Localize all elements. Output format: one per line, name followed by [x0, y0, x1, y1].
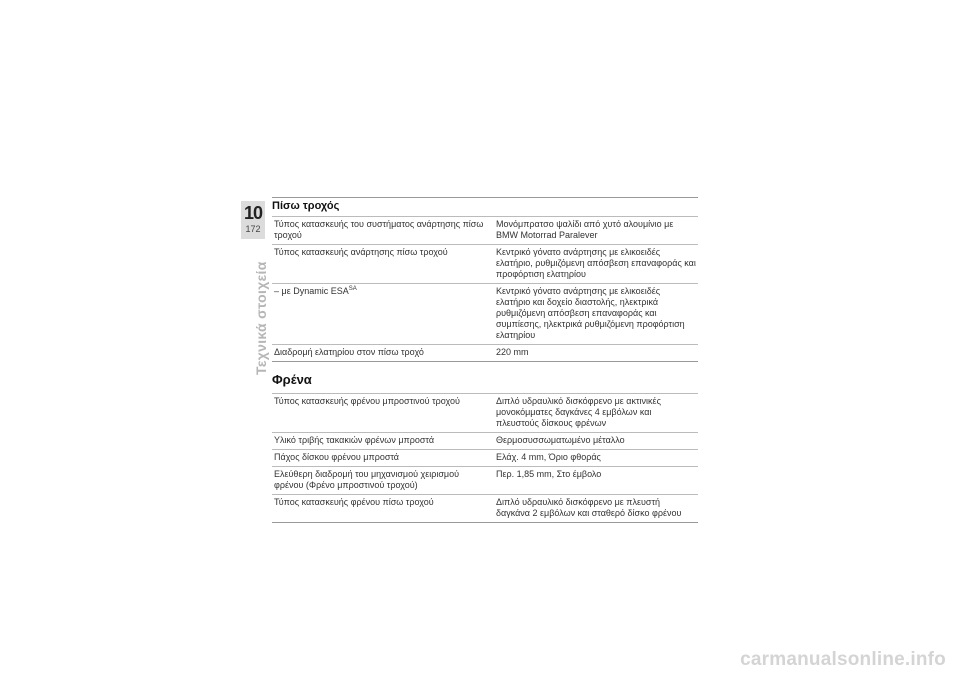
table-row — [272, 345, 698, 362]
spec-value: Κεντρικό γόνατο ανάρτησης με ελικοειδές ελατήριο, ρυθμιζόμενη απόσβεση επαναφοράς και προφόρτιση ελατηρίου — [494, 245, 698, 284]
spec-value: Μονόμπρατσο ψαλίδι από χυτό αλουμίνιο με BMW Motorrad Paralever — [494, 217, 698, 245]
table-row — [272, 217, 698, 245]
spec-key: Διαδρομή ελατηρίου στον πίσω τροχό — [272, 345, 494, 362]
table-row — [272, 433, 698, 450]
section-title-brakes: Φρένα — [272, 372, 312, 387]
spec-value: Διπλό υδραυλικό δισκόφρενο με ακτινικές μονοκόμματες δαγκάνες 4 εμβόλων και πλευστούς δίσκους φρένων — [494, 394, 698, 433]
spec-key: Τύπος κατασκευής φρένου πίσω τροχού — [272, 495, 494, 523]
side-chapter-title — [239, 255, 267, 385]
chapter-badge — [241, 201, 265, 239]
spec-value: Θερμοσυσσωματωμένο μέταλλο — [494, 433, 698, 450]
table-row — [272, 394, 698, 433]
side-chapter-title-text: Τεχνικά στοιχεία — [253, 261, 269, 375]
spec-value: Διπλό υδραυλικό δισκόφρενο με πλευστή δαγκάνα 2 εμβόλων και σταθερό δίσκο φρένου — [494, 495, 698, 523]
spec-key: Τύπος κατασκευής φρένου μπροστινού τροχού — [272, 394, 494, 433]
chapter-number: 10 — [243, 203, 263, 223]
spec-key — [272, 284, 494, 345]
spec-value: 220 mm — [494, 345, 698, 362]
rear-wheel-table — [272, 216, 698, 362]
brakes-table — [272, 393, 698, 523]
sa-superscript: SA — [348, 286, 357, 292]
spec-key-text: – με Dynamic ESA — [274, 286, 349, 296]
table-row — [272, 284, 698, 345]
spec-key: Υλικό τριβής τακακιών φρένων μπροστά — [272, 433, 494, 450]
spec-value: Ελάχ. 4 mm, Όριο φθοράς — [494, 450, 698, 467]
spec-content — [272, 197, 698, 523]
table-row — [272, 467, 698, 495]
spec-key: Τύπος κατασκευής ανάρτησης πίσω τροχού — [272, 245, 494, 284]
table-row — [272, 245, 698, 284]
watermark-text: carmanualsonline.info — [740, 649, 946, 670]
table-row — [272, 495, 698, 523]
spec-key: Ελεύθερη διαδρομή του μηχανισμού χειρισμού φρένου (Φρένο μπροστινού τροχού) — [272, 467, 494, 495]
page-number: 172 — [245, 224, 261, 234]
spec-key: Τύπος κατασκευής του συστήματος ανάρτησης πίσω τροχού — [272, 217, 494, 245]
spec-key: Πάχος δίσκου φρένου μπροστά — [272, 450, 494, 467]
spec-value: Κεντρικό γόνατο ανάρτησης με ελικοειδές ελατήριο και δοχείο διαστολής, ηλεκτρικά ρυθμιζόμενη απόσβεση επαναφοράς και συμπίεσης, ηλεκτρικά ρυθμιζόμενη προφόρτιση ελατηρίου — [494, 284, 698, 345]
spec-value: Περ. 1,85 mm, Στο έμβολο — [494, 467, 698, 495]
section-title-rear-wheel: Πίσω τροχός — [272, 197, 698, 216]
table-row — [272, 450, 698, 467]
